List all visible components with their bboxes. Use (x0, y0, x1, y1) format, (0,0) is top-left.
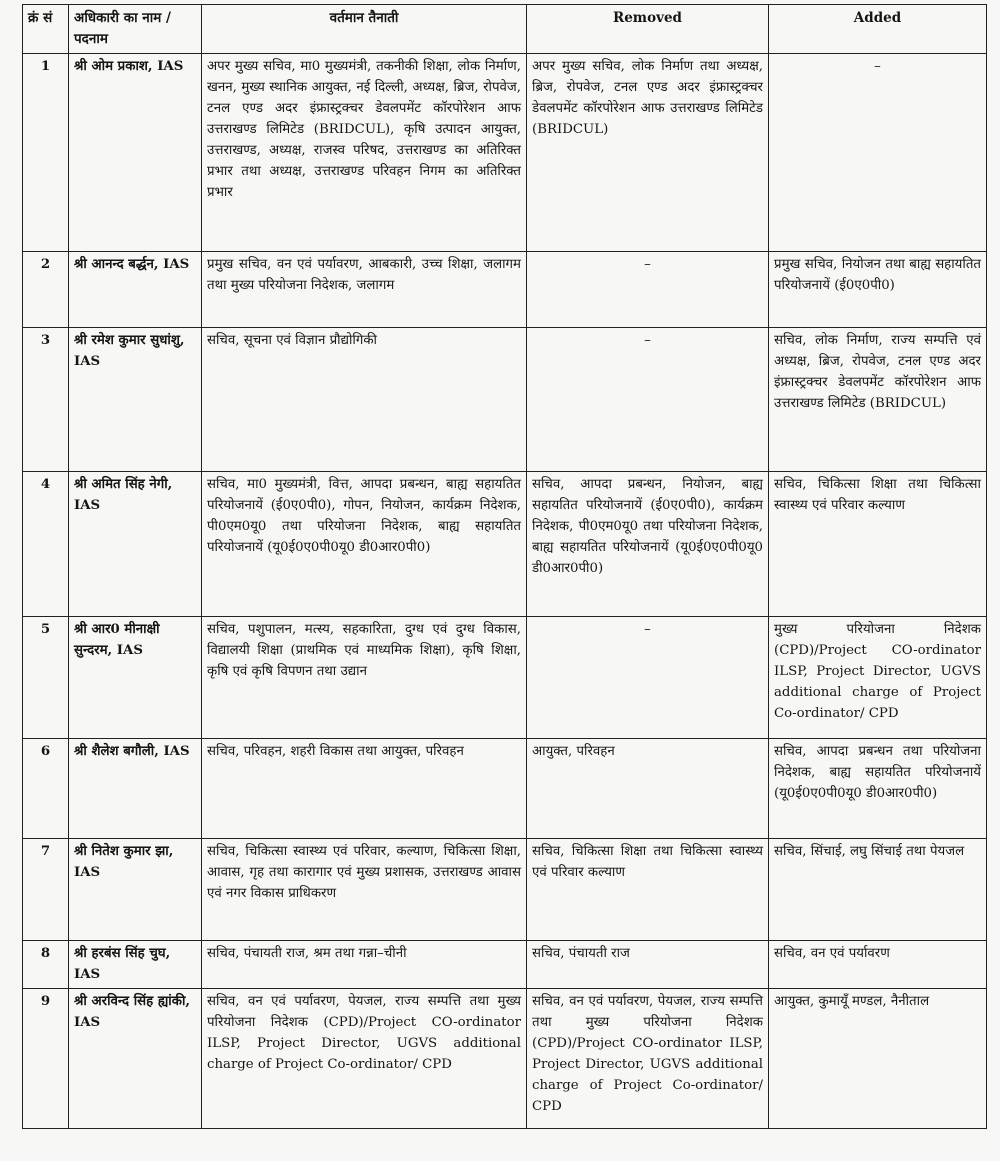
removed-cell: – (527, 328, 769, 472)
table-row (23, 252, 987, 328)
header-officer: अधिकारी का नाम /पदनाम (69, 5, 202, 54)
serial-cell: 2 (23, 252, 69, 328)
removed-cell: – (527, 617, 769, 739)
current-posting-cell: सचिव, पशुपालन, मत्स्य, सहकारिता, दुग्ध एवं दुग्ध विकास, विद्यालयी शिक्षा (प्राथमिक एवं माध्यमिक शिक्षा), कृषि शिक्षा, कृषि एवं कृषि विपणन तथा उद्यान (202, 617, 527, 739)
serial-cell: 5 (23, 617, 69, 739)
posting-table (22, 4, 987, 1129)
table-row (23, 617, 987, 739)
removed-cell: सचिव, वन एवं पर्यावरण, पेयजल, राज्य सम्पत्ति तथा मुख्य परियोजना निदेशक (CPD)/Project CO-ordinator ILSP, Project Director, UGVS additional charge of Project Co-ordinator/ CPD (527, 989, 769, 1129)
header-serial: क्रं सं (23, 5, 69, 54)
serial-cell: 8 (23, 941, 69, 989)
current-posting-cell: सचिव, चिकित्सा स्वास्थ्य एवं परिवार, कल्याण, चिकित्सा शिक्षा, आवास, गृह तथा कारागार एवं मुख्य प्रशासक, उत्तराखण्ड आवास एवं नगर विकास प्राधिकरण (202, 839, 527, 941)
table-row (23, 739, 987, 839)
officer-name-cell: श्री शैलेश बगौली, IAS (69, 739, 202, 839)
current-posting-cell: सचिव, परिवहन, शहरी विकास तथा आयुक्त, परिवहन (202, 739, 527, 839)
serial-cell: 3 (23, 328, 69, 472)
added-cell: सचिव, चिकित्सा शिक्षा तथा चिकित्सा स्वास्थ्य एवं परिवार कल्याण (769, 472, 987, 617)
added-cell: आयुक्त, कुमायूँ मण्डल, नैनीताल (769, 989, 987, 1129)
removed-cell: सचिव, आपदा प्रबन्धन, नियोजन, बाह्य सहायतित परियोजनायें (ई0ए0पी0), कार्यक्रम निदेशक, पी0एम0यू0 तथा परियोजना निदेशक, बाह्य सहायतित परियोजनायें (यू0ई0ए0पी0यू0 डी0आर0पी0) (527, 472, 769, 617)
officer-name-cell: श्री हरबंस सिंह चुघ, IAS (69, 941, 202, 989)
table-header-row (23, 5, 987, 54)
officer-name-cell: श्री नितेश कुमार झा, IAS (69, 839, 202, 941)
officer-name-cell: श्री आनन्द बर्द्धन, IAS (69, 252, 202, 328)
serial-cell: 7 (23, 839, 69, 941)
table-row (23, 328, 987, 472)
serial-cell: 4 (23, 472, 69, 617)
officer-name-cell: श्री रमेश कुमार सुधांशु, IAS (69, 328, 202, 472)
current-posting-cell: प्रमुख सचिव, वन एवं पर्यावरण, आबकारी, उच्च शिक्षा, जलागम तथा मुख्य परियोजना निदेशक, जलागम (202, 252, 527, 328)
added-cell: मुख्य परियोजना निदेशक (CPD)/Project CO-ordinator ILSP, Project Director, UGVS additional charge of Project Co-ordinator/ CPD (769, 617, 987, 739)
current-posting-cell: अपर मुख्य सचिव, मा0 मुख्यमंत्री, तकनीकी शिक्षा, लोक निर्माण, खनन, मुख्य स्थानिक आयुक्त, नई दिल्ली, अध्यक्ष, ब्रिज, रोपवेज, टनल एण्ड अदर इंफ्रास्ट्रक्चर डेवलपमेंट कॉरपोरेशन आफ उत्तराखण्ड लिमिटेड (BRIDCUL), कृषि उत्पादन आयुक्त, उत्तराखण्ड, अध्यक्ष, राजस्व परिषद, उत्तराखण्ड का अतिरिक्त प्रभार तथा अध्यक्ष, उत्तराखण्ड परिवहन निगम का अतिरिक्त प्रभार (202, 54, 527, 252)
serial-cell: 1 (23, 54, 69, 252)
header-removed: Removed (527, 5, 769, 54)
removed-cell: सचिव, चिकित्सा शिक्षा तथा चिकित्सा स्वास्थ्य एवं परिवार कल्याण (527, 839, 769, 941)
added-cell: सचिव, आपदा प्रबन्धन तथा परियोजना निदेशक, बाह्य सहायतित परियोजनायें (यू0ई0ए0पी0यू0 डी0आर0पी0) (769, 739, 987, 839)
table-row (23, 54, 987, 252)
added-cell: सचिव, सिंचाई, लघु सिंचाई तथा पेयजल (769, 839, 987, 941)
added-cell: सचिव, लोक निर्माण, राज्य सम्पत्ति एवं अध्यक्ष, ब्रिज, रोपवेज, टनल एण्ड अदर इंफ्रास्ट्रक्चर डेवलपमेंट कॉरपोरेशन आफ उत्तराखण्ड लिमिटेड (BRIDCUL) (769, 328, 987, 472)
table-row (23, 839, 987, 941)
serial-cell: 9 (23, 989, 69, 1129)
current-posting-cell: सचिव, सूचना एवं विज्ञान प्रौद्योगिकी (202, 328, 527, 472)
removed-cell: सचिव, पंचायती राज (527, 941, 769, 989)
officer-name-cell: श्री आर0 मीनाक्षी सुन्दरम, IAS (69, 617, 202, 739)
current-posting-cell: सचिव, मा0 मुख्यमंत्री, वित्त, आपदा प्रबन्धन, बाह्य सहायतित परियोजनायें (ई0ए0पी0), गोपन, नियोजन, कार्यक्रम निदेशक, पी0एम0यू0 तथा परियोजना निदेशक, बाह्य सहायतित परियोजनायें (यू0ई0ए0पी0यू0 डी0आर0पी0) (202, 472, 527, 617)
added-cell: प्रमुख सचिव, नियोजन तथा बाह्य सहायतित परियोजनायें (ई0ए0पी0) (769, 252, 987, 328)
current-posting-cell: सचिव, वन एवं पर्यावरण, पेयजल, राज्य सम्पत्ति तथा मुख्य परियोजना निदेशक (CPD)/Project CO-ordinator ILSP, Project Director, UGVS additional charge of Project Co-ordinator/ CPD (202, 989, 527, 1129)
header-current-posting: वर्तमान तैनाती (202, 5, 527, 54)
removed-cell: अपर मुख्य सचिव, लोक निर्माण तथा अध्यक्ष, ब्रिज, रोपवेज, टनल एण्ड अदर इंफ्रास्ट्रक्चर डेवलपमेंट कॉरपोरेशन आफ उत्तराखण्ड लिमिटेड (BRIDCUL) (527, 54, 769, 252)
table-row (23, 989, 987, 1129)
removed-cell: आयुक्त, परिवहन (527, 739, 769, 839)
added-cell: – (769, 54, 987, 252)
officer-name-cell: श्री अमित सिंह नेगी, IAS (69, 472, 202, 617)
officer-name-cell: श्री ओम प्रकाश, IAS (69, 54, 202, 252)
added-cell: सचिव, वन एवं पर्यावरण (769, 941, 987, 989)
officer-name-cell: श्री अरविन्द सिंह ह्यांकी, IAS (69, 989, 202, 1129)
table-row (23, 941, 987, 989)
header-added: Added (769, 5, 987, 54)
current-posting-cell: सचिव, पंचायती राज, श्रम तथा गन्ना–चीनी (202, 941, 527, 989)
serial-cell: 6 (23, 739, 69, 839)
table-row (23, 472, 987, 617)
removed-cell: – (527, 252, 769, 328)
